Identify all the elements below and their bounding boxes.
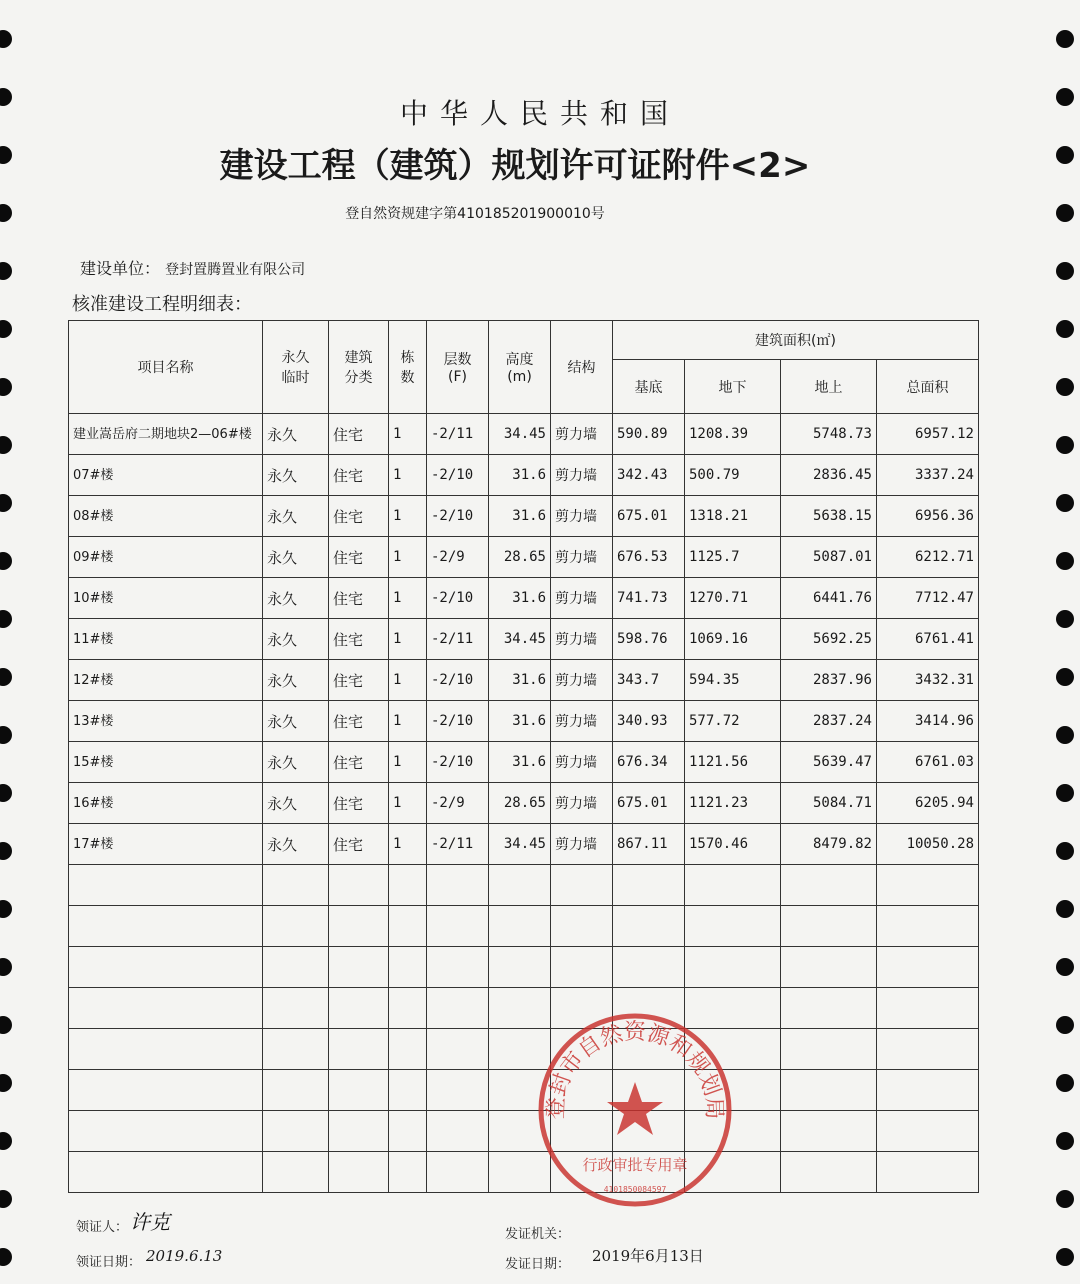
col-category-header: 建筑 分类	[329, 321, 389, 414]
table-row	[69, 414, 979, 455]
official-seal	[535, 1010, 735, 1210]
recipient-signature: 许克	[130, 1210, 170, 1234]
cell-name: 09#楼	[69, 537, 263, 578]
punch-hole	[1056, 900, 1074, 918]
col-type-header: 永久 临时	[263, 321, 329, 414]
empty-cell	[389, 1152, 427, 1193]
cell-underground: 1125.7	[685, 537, 781, 578]
col-name-header: 项目名称	[69, 321, 263, 414]
col-height-header: 高度 (m)	[489, 321, 551, 414]
cell-name: 12#楼	[69, 660, 263, 701]
cell-height: 31.6	[489, 701, 551, 742]
punch-hole	[0, 320, 12, 338]
empty-cell	[781, 906, 877, 947]
cell-height: 28.65	[489, 783, 551, 824]
builder-value: 登封置腾置业有限公司	[165, 262, 306, 278]
cell-height: 28.65	[489, 537, 551, 578]
cell-underground: 1208.39	[685, 414, 781, 455]
empty-cell	[263, 1029, 329, 1070]
cell-aboveground: 5638.15	[781, 496, 877, 537]
punch-hole	[0, 494, 12, 512]
cell-structure: 剪力墙	[551, 660, 613, 701]
cell-category: 住宅	[329, 455, 389, 496]
empty-row	[69, 865, 979, 906]
cell-type: 永久	[263, 537, 329, 578]
punch-hole	[1056, 494, 1074, 512]
empty-cell	[877, 988, 979, 1029]
empty-row	[69, 1029, 979, 1070]
cell-base: 598.76	[613, 619, 685, 660]
punch-hole	[0, 668, 12, 686]
empty-cell	[685, 947, 781, 988]
empty-cell	[781, 988, 877, 1029]
recipient-label: 领证人：	[76, 1220, 129, 1235]
cell-count: 1	[389, 742, 427, 783]
empty-cell	[427, 1152, 489, 1193]
empty-cell	[427, 1029, 489, 1070]
empty-cell	[613, 947, 685, 988]
project-detail-table	[68, 320, 979, 1193]
empty-cell	[427, 1070, 489, 1111]
table-row	[69, 496, 979, 537]
empty-cell	[263, 947, 329, 988]
cell-count: 1	[389, 619, 427, 660]
cell-structure: 剪力墙	[551, 455, 613, 496]
cell-height: 31.6	[489, 455, 551, 496]
empty-cell	[263, 1111, 329, 1152]
empty-cell	[613, 906, 685, 947]
cell-structure: 剪力墙	[551, 414, 613, 455]
empty-cell	[427, 906, 489, 947]
cell-underground: 594.35	[685, 660, 781, 701]
punch-hole	[0, 726, 12, 744]
punch-hole	[1056, 1248, 1074, 1266]
empty-cell	[489, 906, 551, 947]
cell-category: 住宅	[329, 537, 389, 578]
cell-underground: 1069.16	[685, 619, 781, 660]
table-row	[69, 701, 979, 742]
empty-row	[69, 906, 979, 947]
cell-type: 永久	[263, 578, 329, 619]
cell-floors: -2/10	[427, 496, 489, 537]
cell-structure: 剪力墙	[551, 783, 613, 824]
punch-hole	[0, 436, 12, 454]
empty-cell	[781, 1152, 877, 1193]
punch-hole	[0, 784, 12, 802]
cell-category: 住宅	[329, 824, 389, 865]
cell-type: 永久	[263, 824, 329, 865]
cell-total: 6205.94	[877, 783, 979, 824]
punch-hole	[0, 842, 12, 860]
issuer-label: 发证机关：	[505, 1227, 571, 1242]
empty-cell	[551, 947, 613, 988]
empty-cell	[263, 988, 329, 1029]
permit-number: 登自然资规建字第410185201900010号	[345, 206, 605, 222]
cell-underground: 1121.23	[685, 783, 781, 824]
punch-hole	[0, 378, 12, 396]
builder-line	[80, 256, 305, 279]
punch-hole	[0, 1016, 12, 1034]
empty-cell	[781, 947, 877, 988]
cell-total: 7712.47	[877, 578, 979, 619]
empty-cell	[685, 865, 781, 906]
country-heading: 中华人民共和国	[399, 97, 680, 130]
cell-floors: -2/10	[427, 701, 489, 742]
seal-star-icon	[607, 1082, 663, 1135]
table-row	[69, 578, 979, 619]
empty-cell	[263, 1070, 329, 1111]
table-row	[69, 619, 979, 660]
empty-cell	[329, 1029, 389, 1070]
empty-cell	[329, 988, 389, 1029]
cell-aboveground: 5748.73	[781, 414, 877, 455]
empty-cell	[329, 865, 389, 906]
cell-total: 6761.41	[877, 619, 979, 660]
punch-hole	[1056, 1074, 1074, 1092]
empty-cell	[329, 1111, 389, 1152]
cell-underground: 1318.21	[685, 496, 781, 537]
table-row	[69, 537, 979, 578]
cell-floors: -2/10	[427, 742, 489, 783]
empty-row	[69, 988, 979, 1029]
empty-cell	[551, 865, 613, 906]
cell-floors: -2/11	[427, 414, 489, 455]
cell-count: 1	[389, 496, 427, 537]
cell-height: 34.45	[489, 619, 551, 660]
tractor-holes-left	[0, 0, 30, 1284]
punch-hole	[1056, 378, 1074, 396]
empty-cell	[781, 1070, 877, 1111]
cell-total: 6956.36	[877, 496, 979, 537]
empty-cell	[389, 1111, 427, 1152]
cell-base: 676.53	[613, 537, 685, 578]
punch-hole	[0, 1074, 12, 1092]
cell-total: 3414.96	[877, 701, 979, 742]
empty-cell	[427, 947, 489, 988]
builder-label: 建设单位：	[80, 259, 161, 278]
cell-underground: 1121.56	[685, 742, 781, 783]
punch-hole	[0, 30, 12, 48]
cell-aboveground: 2837.96	[781, 660, 877, 701]
cell-base: 340.93	[613, 701, 685, 742]
table-row	[69, 783, 979, 824]
cell-type: 永久	[263, 660, 329, 701]
cell-aboveground: 2836.45	[781, 455, 877, 496]
empty-cell	[877, 947, 979, 988]
cell-base: 343.7	[613, 660, 685, 701]
empty-cell	[263, 906, 329, 947]
cell-type: 永久	[263, 783, 329, 824]
table-body	[69, 414, 979, 1193]
cell-type: 永久	[263, 742, 329, 783]
cell-name: 11#楼	[69, 619, 263, 660]
cell-count: 1	[389, 783, 427, 824]
col-total-header: 总面积	[877, 360, 979, 414]
punch-hole	[1056, 726, 1074, 744]
cell-total: 10050.28	[877, 824, 979, 865]
empty-cell	[877, 1111, 979, 1152]
cell-category: 住宅	[329, 660, 389, 701]
cell-structure: 剪力墙	[551, 537, 613, 578]
cell-height: 34.45	[489, 414, 551, 455]
cell-name: 15#楼	[69, 742, 263, 783]
cell-category: 住宅	[329, 496, 389, 537]
empty-cell	[69, 947, 263, 988]
punch-hole	[0, 900, 12, 918]
punch-hole	[1056, 958, 1074, 976]
empty-cell	[877, 1070, 979, 1111]
cell-type: 永久	[263, 619, 329, 660]
cell-category: 住宅	[329, 783, 389, 824]
cell-underground: 1570.46	[685, 824, 781, 865]
cell-name: 建业嵩岳府二期地块2—06#楼	[69, 414, 263, 455]
empty-cell	[551, 906, 613, 947]
cell-category: 住宅	[329, 578, 389, 619]
cell-aboveground: 5084.71	[781, 783, 877, 824]
cell-aboveground: 5692.25	[781, 619, 877, 660]
cell-count: 1	[389, 660, 427, 701]
empty-cell	[69, 1029, 263, 1070]
cell-structure: 剪力墙	[551, 496, 613, 537]
empty-cell	[69, 1070, 263, 1111]
cell-name: 08#楼	[69, 496, 263, 537]
cell-floors: -2/9	[427, 783, 489, 824]
cell-type: 永久	[263, 701, 329, 742]
punch-hole	[0, 1132, 12, 1150]
empty-cell	[329, 1070, 389, 1111]
punch-hole	[1056, 610, 1074, 628]
punch-hole	[1056, 784, 1074, 802]
empty-cell	[69, 1111, 263, 1152]
empty-row	[69, 1070, 979, 1111]
empty-cell	[877, 1029, 979, 1070]
cell-name: 13#楼	[69, 701, 263, 742]
empty-cell	[427, 988, 489, 1029]
col-underground-header: 地下	[685, 360, 781, 414]
col-aboveground-header: 地上	[781, 360, 877, 414]
empty-cell	[877, 906, 979, 947]
punch-hole	[1056, 320, 1074, 338]
empty-row	[69, 947, 979, 988]
seal-outer-text: 登封市自然资源和规划局	[543, 1020, 727, 1120]
empty-cell	[781, 1029, 877, 1070]
empty-cell	[263, 865, 329, 906]
cell-structure: 剪力墙	[551, 619, 613, 660]
cell-name: 17#楼	[69, 824, 263, 865]
cell-aboveground: 8479.82	[781, 824, 877, 865]
cell-structure: 剪力墙	[551, 824, 613, 865]
tractor-holes-right	[1050, 0, 1080, 1284]
punch-hole	[1056, 668, 1074, 686]
cell-height: 34.45	[489, 824, 551, 865]
cell-base: 676.34	[613, 742, 685, 783]
col-count-header: 栋 数	[389, 321, 427, 414]
empty-cell	[781, 865, 877, 906]
empty-cell	[69, 865, 263, 906]
punch-hole	[1056, 552, 1074, 570]
col-base-header: 基底	[613, 360, 685, 414]
empty-row	[69, 1152, 979, 1193]
punch-hole	[0, 610, 12, 628]
area-group-header: 建筑面积(㎡)	[613, 321, 979, 360]
cell-count: 1	[389, 414, 427, 455]
cell-aboveground: 5639.47	[781, 742, 877, 783]
seal-inner-text: 行政审批专用章	[582, 1156, 688, 1174]
empty-cell	[489, 865, 551, 906]
cell-underground: 1270.71	[685, 578, 781, 619]
cell-floors: -2/10	[427, 660, 489, 701]
cell-structure: 剪力墙	[551, 578, 613, 619]
punch-hole	[0, 1190, 12, 1208]
cell-count: 1	[389, 701, 427, 742]
punch-hole	[1056, 1190, 1074, 1208]
empty-cell	[389, 865, 427, 906]
issue-date-label: 发证日期：	[505, 1257, 571, 1272]
cell-structure: 剪力墙	[551, 701, 613, 742]
cell-total: 6761.03	[877, 742, 979, 783]
empty-cell	[389, 1029, 427, 1070]
seal-code: 4101850084597	[603, 1185, 667, 1194]
empty-cell	[389, 988, 427, 1029]
cell-floors: -2/11	[427, 619, 489, 660]
empty-cell	[69, 1152, 263, 1193]
cell-base: 342.43	[613, 455, 685, 496]
empty-cell	[329, 947, 389, 988]
empty-cell	[69, 988, 263, 1029]
cell-floors: -2/9	[427, 537, 489, 578]
punch-hole	[1056, 436, 1074, 454]
cell-height: 31.6	[489, 578, 551, 619]
empty-cell	[427, 865, 489, 906]
empty-cell	[877, 865, 979, 906]
cell-category: 住宅	[329, 619, 389, 660]
empty-cell	[877, 1152, 979, 1193]
table-row	[69, 455, 979, 496]
punch-hole	[1056, 842, 1074, 860]
empty-cell	[69, 906, 263, 947]
cell-base: 867.11	[613, 824, 685, 865]
receive-date-label: 领证日期：	[76, 1255, 142, 1270]
empty-cell	[389, 1070, 427, 1111]
cell-height: 31.6	[489, 660, 551, 701]
cell-category: 住宅	[329, 742, 389, 783]
cell-underground: 500.79	[685, 455, 781, 496]
empty-cell	[329, 1152, 389, 1193]
punch-hole	[0, 552, 12, 570]
cell-total: 3432.31	[877, 660, 979, 701]
cell-underground: 577.72	[685, 701, 781, 742]
cell-category: 住宅	[329, 414, 389, 455]
empty-cell	[389, 906, 427, 947]
cell-category: 住宅	[329, 701, 389, 742]
cell-total: 3337.24	[877, 455, 979, 496]
table-title: 核准建设工程明细表：	[72, 294, 252, 315]
empty-cell	[613, 865, 685, 906]
cell-structure: 剪力墙	[551, 742, 613, 783]
cell-height: 31.6	[489, 496, 551, 537]
cell-floors: -2/10	[427, 455, 489, 496]
cell-base: 741.73	[613, 578, 685, 619]
cell-count: 1	[389, 578, 427, 619]
receive-date-value: 2019.6.13	[146, 1247, 223, 1265]
cell-name: 16#楼	[69, 783, 263, 824]
table-row	[69, 660, 979, 701]
cell-total: 6212.71	[877, 537, 979, 578]
cell-count: 1	[389, 455, 427, 496]
cell-count: 1	[389, 824, 427, 865]
issue-date-value: 2019年6月13日	[592, 1247, 704, 1265]
cell-height: 31.6	[489, 742, 551, 783]
cell-count: 1	[389, 537, 427, 578]
cell-name: 10#楼	[69, 578, 263, 619]
cell-type: 永久	[263, 496, 329, 537]
table-row	[69, 824, 979, 865]
empty-cell	[781, 1111, 877, 1152]
col-structure-header: 结构	[551, 321, 613, 414]
empty-cell	[389, 947, 427, 988]
empty-row	[69, 1111, 979, 1152]
table-row	[69, 742, 979, 783]
empty-cell	[427, 1111, 489, 1152]
empty-cell	[329, 906, 389, 947]
cell-aboveground: 6441.76	[781, 578, 877, 619]
empty-cell	[685, 906, 781, 947]
cell-type: 永久	[263, 414, 329, 455]
cell-base: 675.01	[613, 496, 685, 537]
punch-hole	[1056, 30, 1074, 48]
cell-base: 590.89	[613, 414, 685, 455]
col-floors-header: 层数 (F)	[427, 321, 489, 414]
punch-hole	[1056, 204, 1074, 222]
cell-aboveground: 5087.01	[781, 537, 877, 578]
empty-cell	[489, 947, 551, 988]
punch-hole	[1056, 1132, 1074, 1150]
cell-total: 6957.12	[877, 414, 979, 455]
punch-hole	[0, 958, 12, 976]
punch-hole	[0, 262, 12, 280]
cell-type: 永久	[263, 455, 329, 496]
cell-floors: -2/11	[427, 824, 489, 865]
document-title: 建设工程（建筑）规划许可证附件<2>	[219, 146, 811, 186]
punch-hole	[0, 1248, 12, 1266]
cell-base: 675.01	[613, 783, 685, 824]
punch-hole	[1056, 1016, 1074, 1034]
empty-cell	[263, 1152, 329, 1193]
cell-name: 07#楼	[69, 455, 263, 496]
cell-floors: -2/10	[427, 578, 489, 619]
punch-hole	[1056, 146, 1074, 164]
punch-hole	[1056, 262, 1074, 280]
cell-aboveground: 2837.24	[781, 701, 877, 742]
